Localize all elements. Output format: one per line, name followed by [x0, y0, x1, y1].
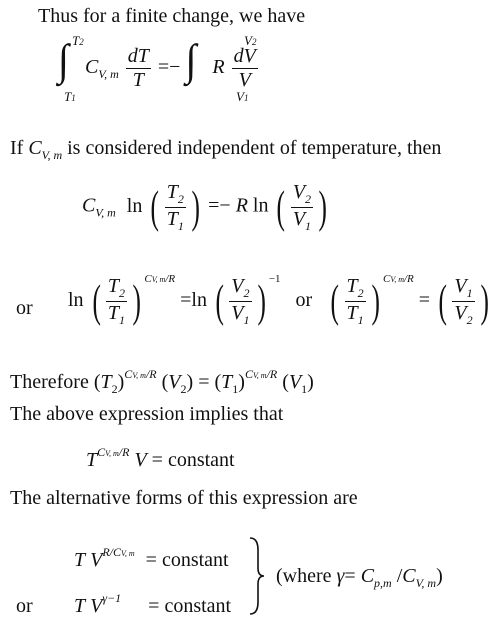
independence-text: If $C_{V, m}$ is considered independent of temperature, then [10, 137, 442, 162]
log-equation: $C_{V, m}$ ln ( $\frac{T_2}{T_1}$ ) =− R ln ( $\frac{V_2}{V_1}$ ) [82, 181, 327, 233]
alt-form-1: T $V^{R/CV, m}$ = constant [74, 545, 229, 571]
intro-text: Thus for a finite change, we have [38, 5, 306, 27]
integral-sign: ∫ [58, 34, 69, 85]
power-equation: ln ( $\frac{T_2}{T_1}$ ) $^{CV, m/R}$ =ln ( $\frac{V_2}{V_1}$ ) $^{-1}$ or ( $\frac{T_2}{T_1}$ ) $^{CV, m/R}$ = ( $\frac{V_1}{V_2}$ ) [68, 273, 489, 327]
therefore-line: Therefore $(T_2)^{CV, m/R}$ $(V_2) = (T_1)^{CV, m/R}$ $(V_1)$ [10, 367, 314, 396]
alternative-text: The alternative forms of this expression are [10, 487, 358, 509]
adiabatic-equation: $T^{CV, m/R}$ V = constant [86, 445, 235, 471]
fraction-dT-T: $\frac{dT}{T}$ [127, 44, 149, 91]
heat-capacity: C [84, 56, 99, 78]
fraction-dV-V: $\frac{dV}{V}$ [233, 44, 256, 91]
alt-form-2: T $V^{\gamma-1}$ = constant [74, 591, 232, 617]
or-label-1: or [16, 297, 33, 319]
right-brace [248, 536, 268, 616]
or-label-2: or [16, 595, 33, 617]
implies-text: The above expression implies that [10, 403, 284, 425]
gamma-definition: (where $\gamma= C_{p,m}$ $/C_{V, m}$) [276, 565, 443, 590]
integral-equation: ∫ T2 T1 $C_{V, m}$ $\frac{dT}{T}$ =− ∫ V2 V1 R $\frac{dV}{V}$ [58, 33, 257, 104]
